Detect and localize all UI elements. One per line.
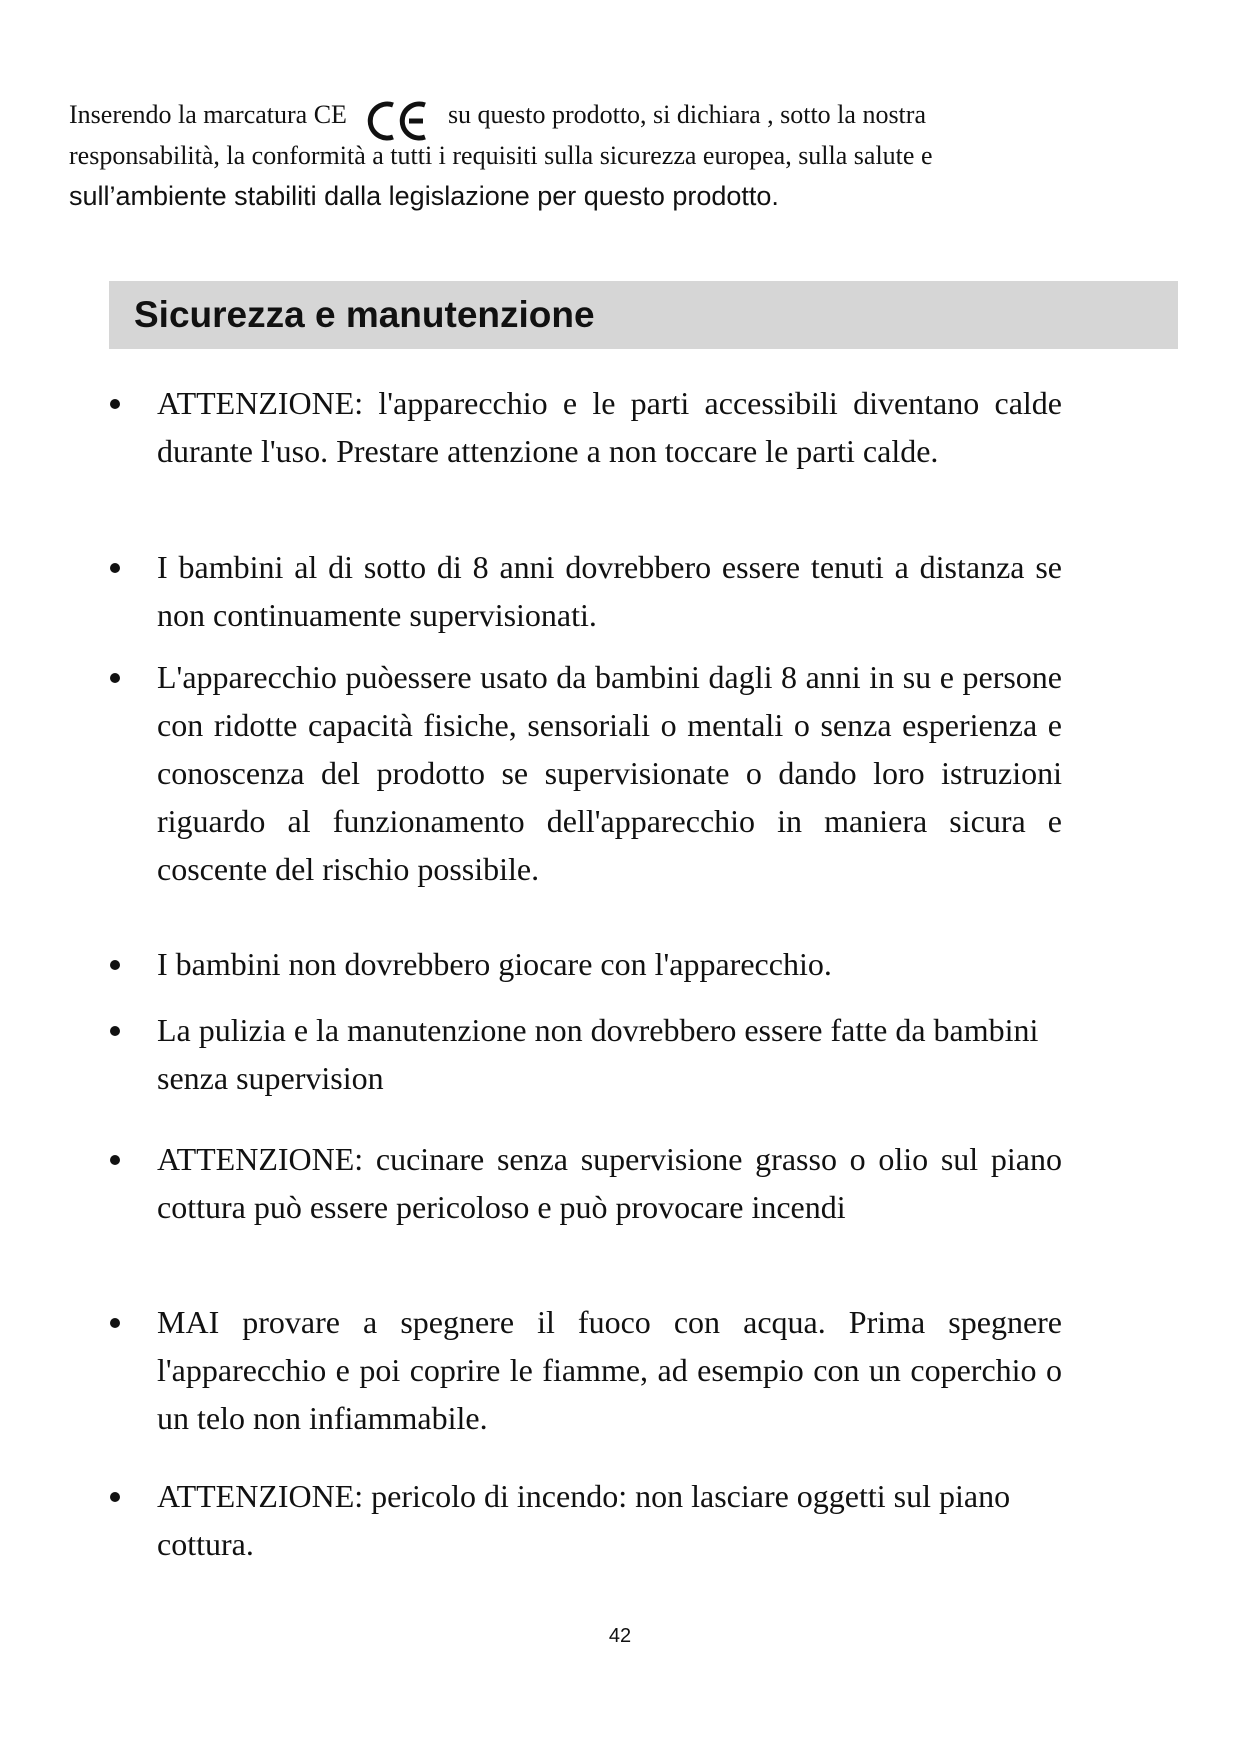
bullet-text: MAI provare a spegnere il fuoco con acqua. Prima spegnere l'apparecchio e poi coprire le fiamme, ad esempio con un coperchio o un telo non infiammabile. [157, 1304, 1062, 1436]
bullet-icon [110, 1026, 120, 1036]
page-number: 42 [608, 1625, 632, 1647]
bullet-text: La pulizia e la manutenzione non dovrebbero essere fatte da bambini senza supervision [157, 1012, 1039, 1096]
bullet-icon [110, 1492, 120, 1502]
bullet-text: ATTENZIONE: l'apparecchio e le parti accessibili diventano calde durante l'uso. Prestare attenzione a non toccare le parti calde. [157, 385, 1062, 469]
bullet-icon [110, 563, 120, 573]
bullet-item-no-water [157, 1298, 1062, 1442]
ce-declaration-text-end: su questo prodotto, si dichiara , sotto la nostra [447, 100, 926, 129]
bullet-item-fire-hazard [157, 1472, 1062, 1568]
bullet-icon [110, 1155, 120, 1165]
bullet-item-no-play [157, 940, 1062, 988]
bullet-item-unattended-cooking [157, 1135, 1062, 1231]
section-title: Sicurezza e manutenzione [134, 294, 595, 335]
bullet-icon [110, 960, 120, 970]
bullet-text: I bambini non dovrebbero giocare con l'apparecchio. [157, 946, 832, 982]
ce-declaration-text-start: Inserendo la marcatura CE [69, 100, 347, 129]
ce-declaration-line-2: responsabilità, la conformità a tutti i requisiti sulla sicurezza europea, sulla salute e [69, 141, 933, 170]
ce-declaration-line-3: sull’ambiente stabiliti dalla legislazione per questo prodotto. [69, 181, 779, 211]
bullet-text: L'apparecchio puòessere usato da bambini dagli 8 anni in su e persone con ridotte capacità fisiche, sensoriali o mentali o senza esperienza e conoscenza del prodotto se supervisionate o dando loro istruzioni riguardo al funzionamento dell'apparecchio in maniera sicura e coscente del rischio possibile. [157, 659, 1062, 887]
bullet-item-supervised-use [157, 653, 1062, 893]
bullet-item-children-distance [157, 543, 1062, 639]
bullet-text: ATTENZIONE: cucinare senza supervisione grasso o olio sul piano cottura può essere pericoloso e può provocare incendi [157, 1141, 1062, 1225]
bullet-icon [110, 673, 120, 683]
bullet-text: I bambini al di sotto di 8 anni dovrebbero essere tenuti a distanza se non continuamente supervisionati. [157, 549, 1062, 633]
bullet-icon [110, 399, 120, 409]
bullet-icon [110, 1318, 120, 1328]
bullet-item-hot-parts [157, 379, 1062, 475]
bullet-text: ATTENZIONE: pericolo di incendo: non lasciare oggetti sul piano cottura. [157, 1478, 1011, 1562]
bullet-item-cleaning [157, 1006, 1062, 1102]
